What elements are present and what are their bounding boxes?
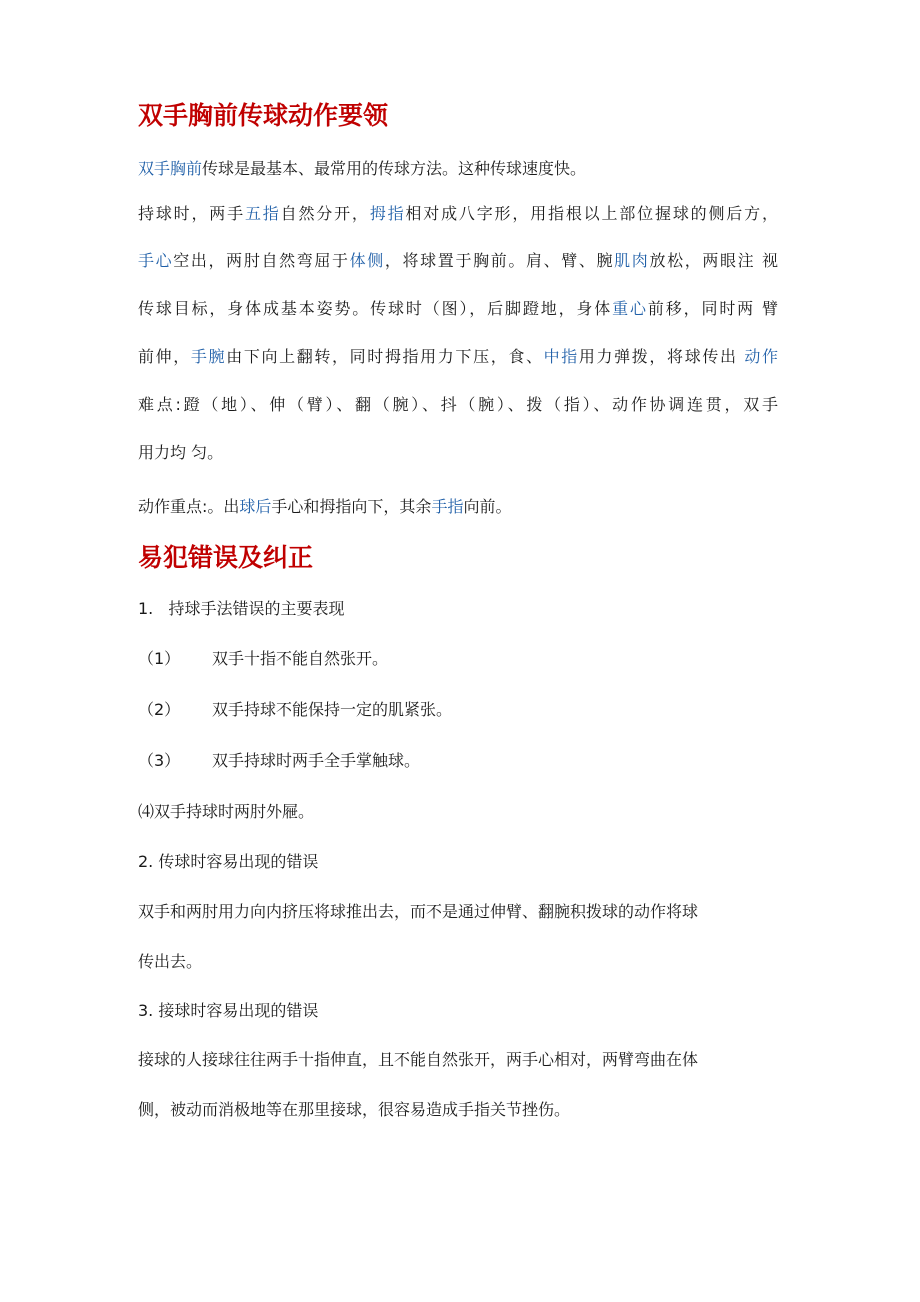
text-run: 由下向上翻转，同时拇指用力下压，食、 — [226, 347, 544, 366]
section-title: 1. 持球手法错误的主要表现 — [138, 599, 345, 618]
term-link[interactable]: 动作 — [744, 347, 778, 366]
term-link[interactable]: 重心 — [612, 299, 648, 318]
intro-line — [138, 158, 586, 180]
list-item — [138, 750, 420, 772]
heading-errors: 易犯错误及纠正 — [138, 543, 314, 572]
paragraph-line: 用力均 匀。 — [138, 443, 224, 462]
paragraph-line — [138, 298, 778, 320]
list-number: （2） — [138, 700, 181, 719]
term-link[interactable]: 中指 — [543, 347, 579, 366]
paragraph-line — [138, 203, 778, 225]
paragraph-line: 侧，被动而消极地等在那里接球，很容易造成手指关节挫伤。 — [138, 1100, 571, 1119]
text-run: 动作重点:。出 — [138, 497, 240, 516]
paragraph-line: 双手和两肘用力向内挤压将球推出去，而不是通过伸臂、翻腕积拨球的动作将球 — [138, 902, 699, 921]
term-link[interactable]: 五指 — [244, 204, 281, 223]
text-run: 自然分开， — [280, 204, 370, 223]
term-link[interactable]: 双手胸前 — [138, 159, 203, 178]
term-link[interactable]: 球后 — [239, 497, 272, 516]
list-item — [138, 648, 388, 670]
list-item — [138, 699, 452, 721]
term-link[interactable]: 体侧 — [349, 251, 385, 270]
paragraph-line: 难点:蹬（地）、伸（臂）、翻（腕）、抖（腕）、拨（指）、动作协调连贯，双手 — [138, 395, 778, 414]
section-title: 2. 传球时容易出现的错误 — [138, 852, 319, 871]
term-link[interactable]: 手心 — [138, 251, 174, 270]
list-number: （3） — [138, 751, 181, 770]
list-text: 双手持球不能保持一定的肌紧张。 — [212, 700, 453, 719]
text-run: 用力弹拨，将球传出 — [578, 347, 745, 366]
text-run: 持球时，两手 — [138, 204, 245, 223]
list-text: 双手持球时两手全手掌触球。 — [212, 751, 421, 770]
list-number: （1） — [138, 649, 181, 668]
text-run: 前伸， — [138, 347, 191, 366]
paragraph-line: 传出去。 — [138, 952, 203, 971]
paragraph-line — [138, 250, 778, 272]
text-run: 手心和拇指向下，其余 — [271, 497, 432, 516]
text-run: 空出，两肘自然弯屈于 — [173, 251, 350, 270]
term-link[interactable]: 拇指 — [369, 204, 406, 223]
paragraph-line — [138, 346, 778, 368]
section-title: 3. 接球时容易出现的错误 — [138, 1001, 319, 1020]
text-run: ，将球置于胸前。肩、臂、腕 — [384, 251, 615, 270]
text-run: 传球是最基本、最常用的传球方法。这种传球速度快。 — [202, 159, 587, 178]
term-link[interactable]: 手腕 — [190, 347, 227, 366]
text-run: 前移，同时两 臂 — [647, 299, 778, 318]
list-text: 双手十指不能自然张开。 — [212, 649, 389, 668]
term-link[interactable]: 手指 — [431, 497, 464, 516]
text-run: 放松，两眼注 视 — [649, 251, 778, 270]
paragraph-line: 接球的人接球往往两手十指伸直，且不能自然张开，两手心相对，两臂弯曲在体 — [138, 1050, 699, 1069]
text-run: 传球目标，身体成基本姿势。传球时（图），后脚蹬地，身体 — [138, 299, 613, 318]
list-item: ⑷双手持球时两肘外屜。 — [138, 802, 315, 821]
text-run: 相对成八字形，用指根以上部位握球的侧后方， — [405, 204, 778, 223]
term-link[interactable]: 肌肉 — [614, 251, 650, 270]
key-points-line — [138, 496, 511, 518]
heading-technique: 双手胸前传球动作要领 — [138, 101, 389, 130]
text-run: 向前。 — [463, 497, 512, 516]
